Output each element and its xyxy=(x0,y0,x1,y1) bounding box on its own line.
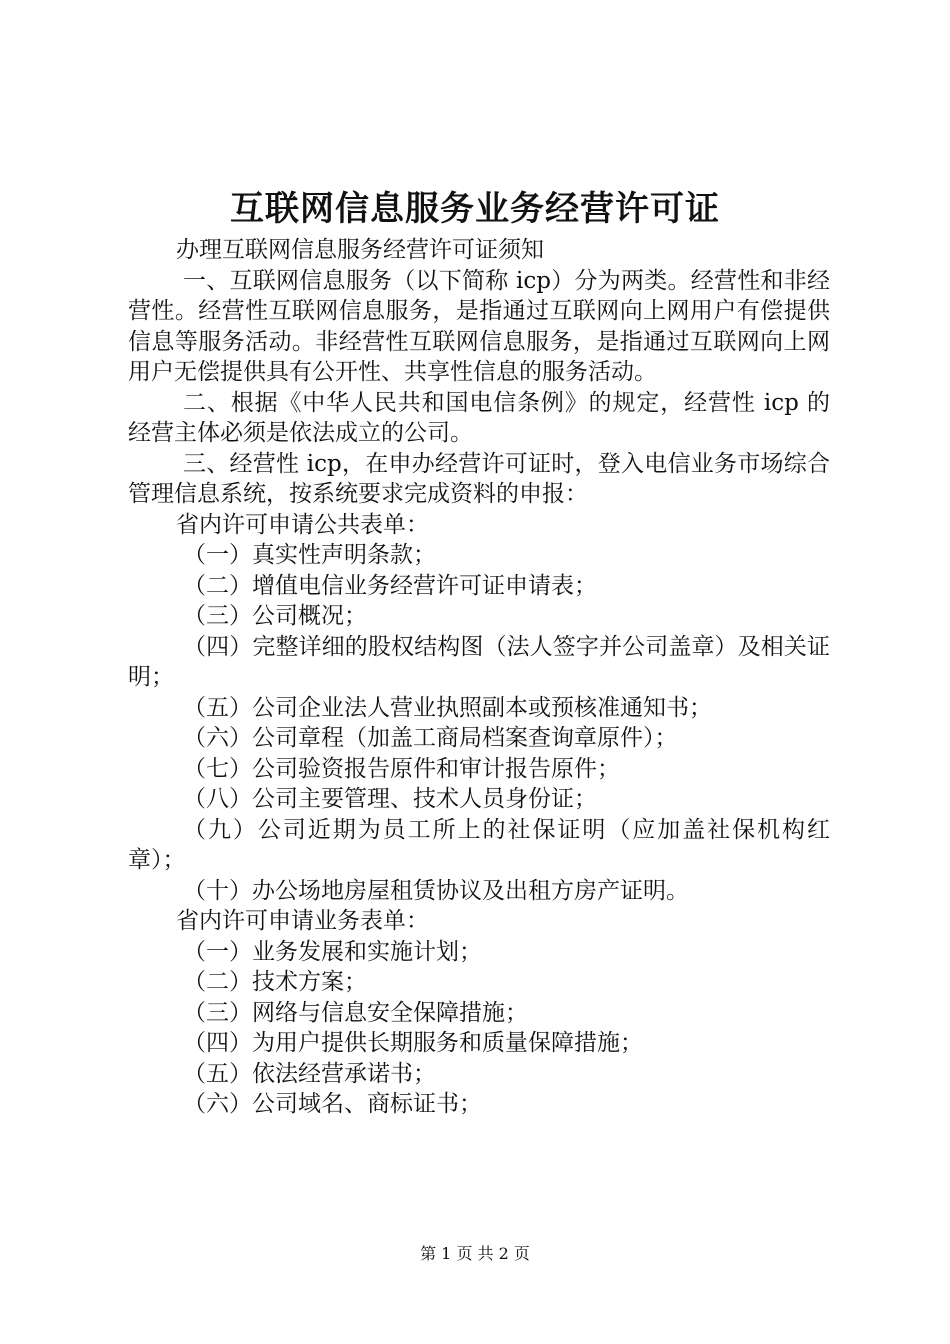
business-form-heading: 省内许可申请业务表单： xyxy=(176,908,429,934)
public-form-item: （七）公司验资报告原件和审计报告原件； xyxy=(183,755,620,782)
business-form-item: （三）网络与信息安全保障措施； xyxy=(183,999,528,1026)
paragraph-application-system: 三、经营性 icp，在申办经营许可证时，登入电信业务市场综合管理信息系统，按系统要求完成资料的申报： xyxy=(128,450,830,507)
document-body xyxy=(128,235,830,1120)
paragraph-guide-title: 办理互联网信息服务经营许可证须知 xyxy=(176,237,544,263)
public-form-item: （一）真实性声明条款； xyxy=(183,542,436,568)
paragraph-regulation: 二、根据《中华人民共和国电信条例》的规定，经营性 icp 的经营主体必须是依法成立的公司。 xyxy=(128,389,830,446)
business-form-item: （五）依法经营承诺书； xyxy=(183,1060,436,1087)
public-form-item: （四）完整详细的股权结构图（法人签字并公司盖章）及相关证明； xyxy=(128,633,830,690)
document-title: 互联网信息服务业务经营许可证 xyxy=(230,189,720,229)
public-form-heading: 省内许可申请公共表单： xyxy=(176,511,429,538)
public-form-item: （十）办公场地房屋租赁协议及出租方房产证明。 xyxy=(183,877,689,904)
page-number-footer: 第 1 页 共 2 页 xyxy=(420,1244,530,1263)
paragraph-icp-types: 一、互联网信息服务（以下简称 icp）分为两类。经营性和非经营性。经营性互联网信息服务，是指通过互联网向上网用户有偿提供信息等服务活动。非经营性互联网信息服务，是指通过互联网向上网用户无偿提供具有公开性、共享性信息的服务活动。 xyxy=(128,267,830,385)
public-form-item: （五）公司企业法人营业执照副本或预核准通知书； xyxy=(183,694,712,721)
public-form-item: （二）增值电信业务经营许可证申请表； xyxy=(183,572,597,599)
public-form-item: （三）公司概况； xyxy=(183,603,367,629)
business-form-item: （六）公司域名、商标证书； xyxy=(183,1091,482,1117)
public-form-item: （九）公司近期为员工所上的社保证明（应加盖社保机构红章）； xyxy=(128,816,830,873)
business-form-item: （一）业务发展和实施计划； xyxy=(183,938,482,965)
public-form-item: （八）公司主要管理、技术人员身份证； xyxy=(183,786,597,812)
business-form-item: （二）技术方案； xyxy=(183,969,367,995)
business-form-item: （四）为用户提供长期服务和质量保障措施； xyxy=(183,1030,643,1056)
public-form-item: （六）公司章程（加盖工商局档案查询章原件）； xyxy=(183,725,678,751)
